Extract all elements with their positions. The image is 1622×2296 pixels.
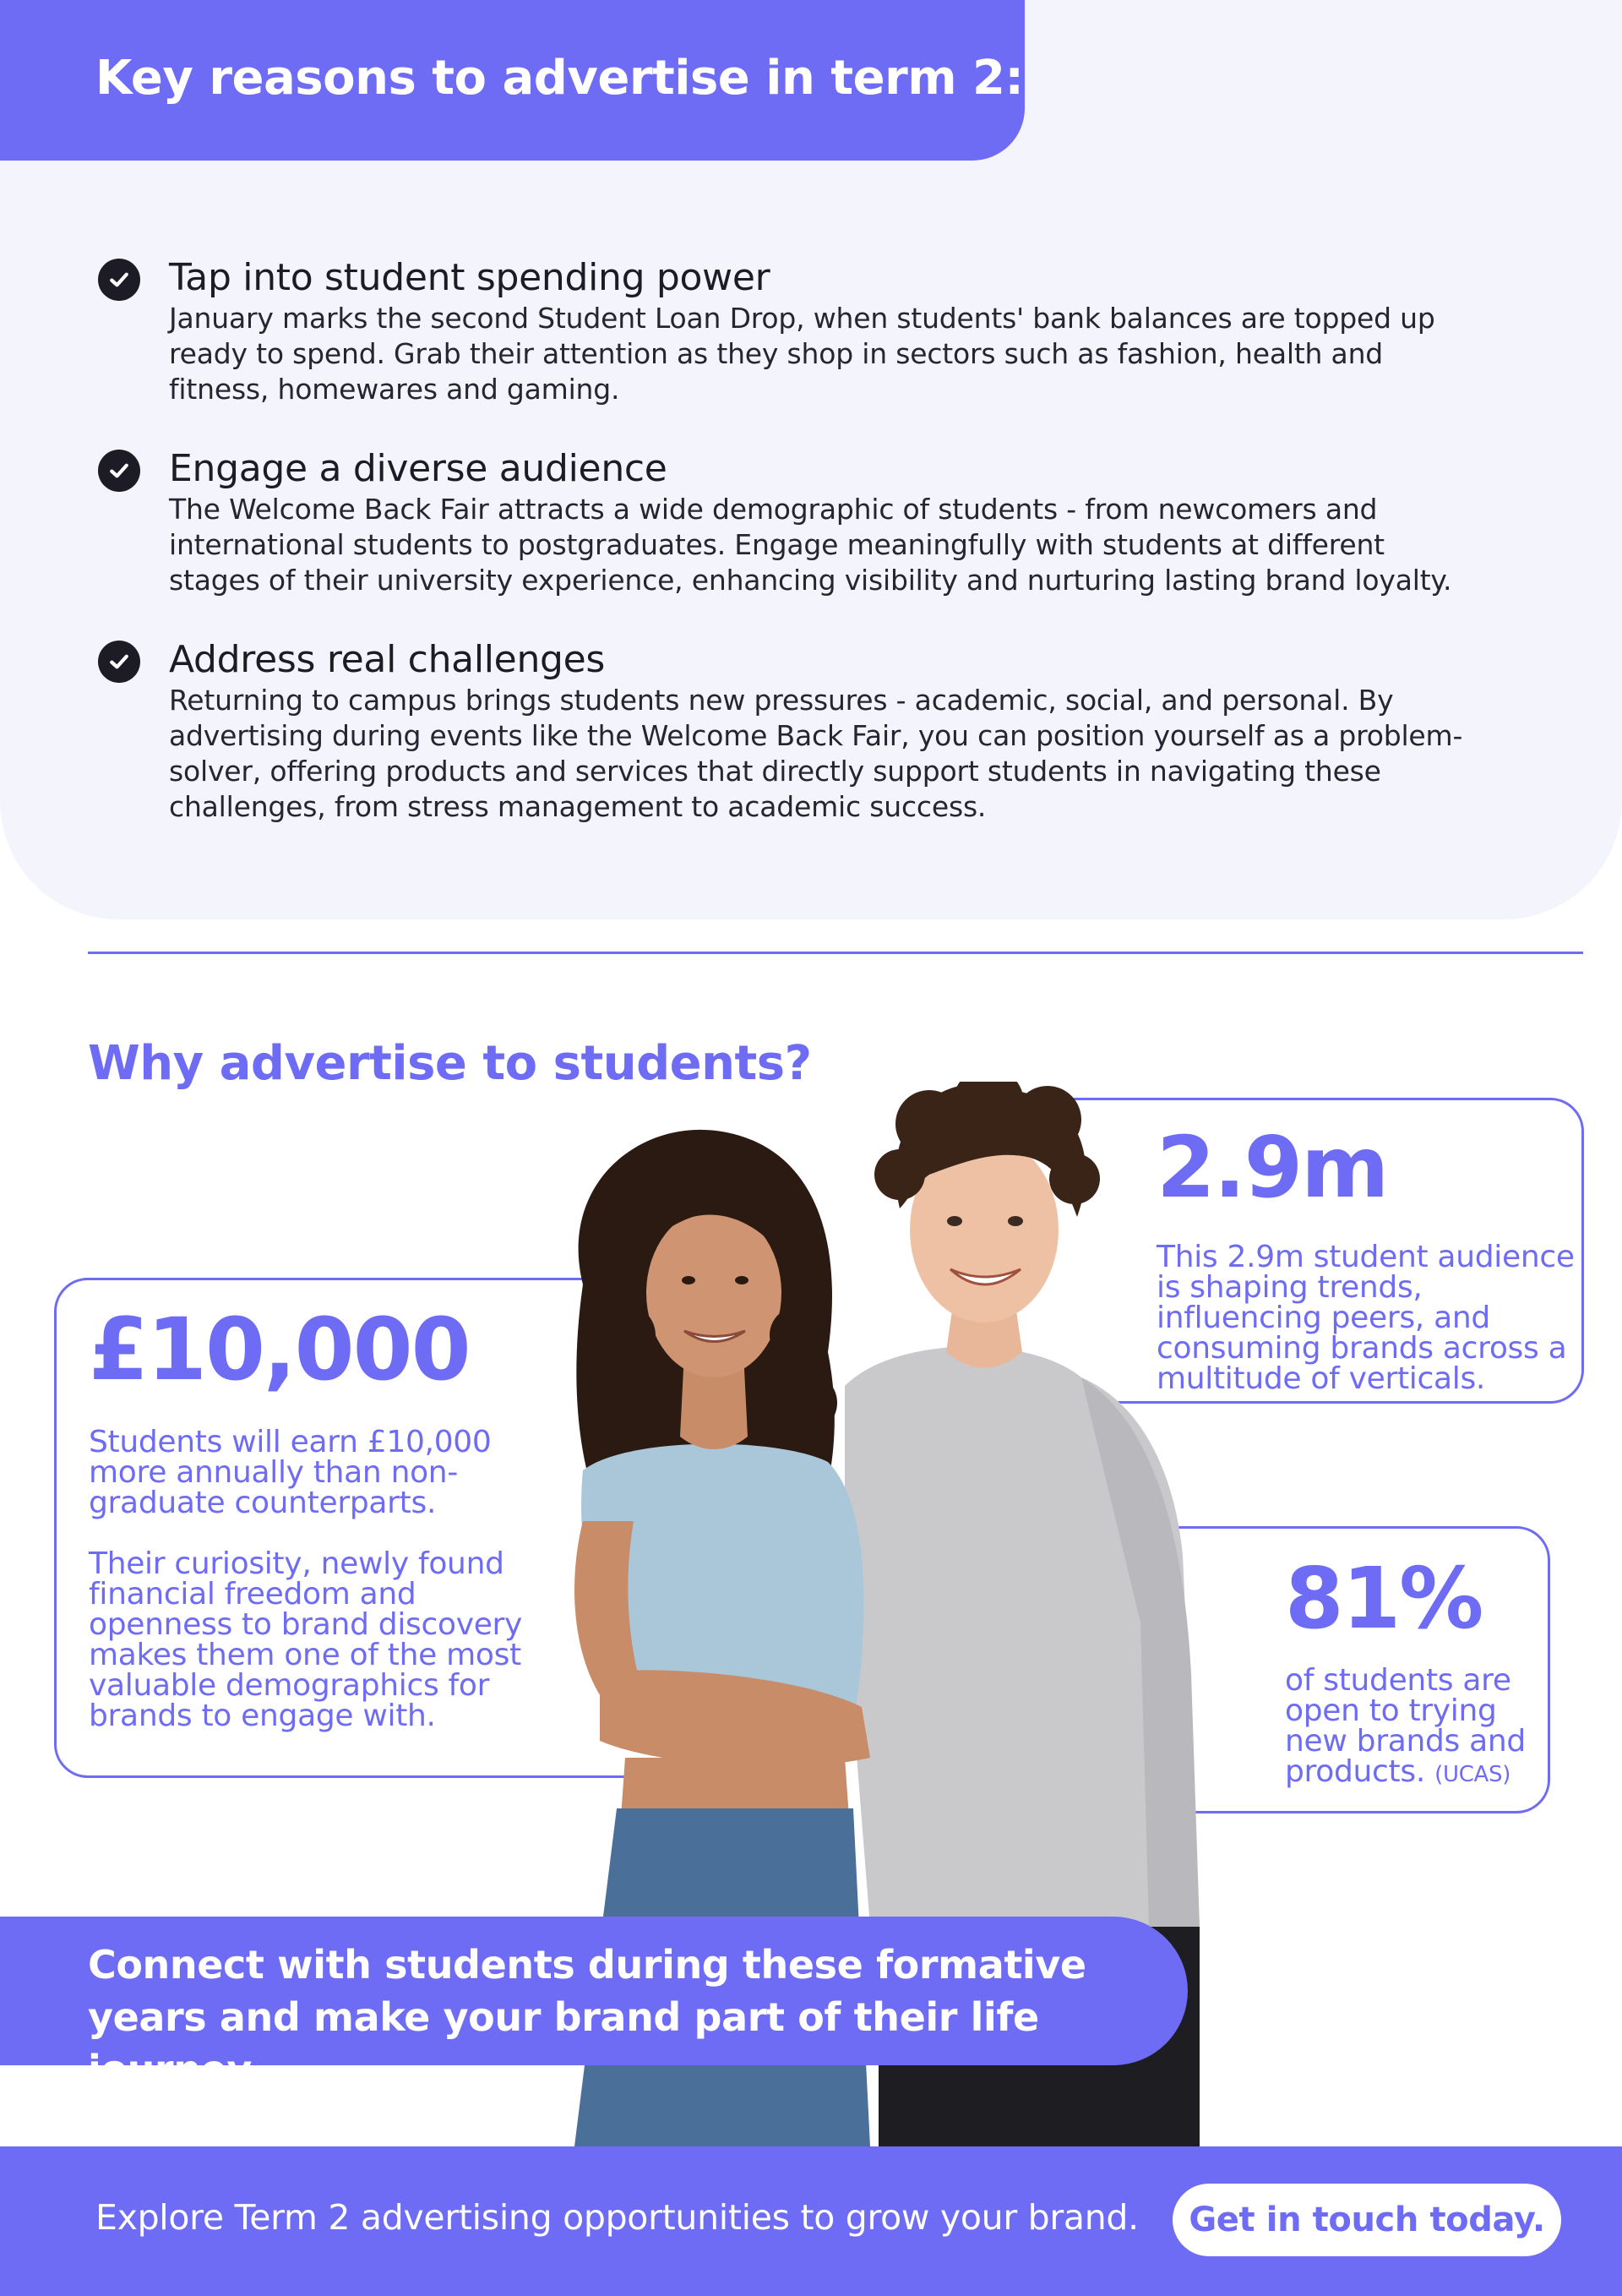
stat-value: £10,000 [89,1300,470,1400]
page-title: Key reasons to advertise in term 2: [95,50,1024,106]
stat-description-extra: Their curiosity, newly found financial freedom and openness to brand discovery makes them one of the most valuable demographics for brands to engage with. [89,1546,523,1733]
footer [0,2146,1622,2296]
reason-title: Engage a diverse audience [169,447,667,490]
get-in-touch-button[interactable]: Get in touch today. [1173,2184,1561,2256]
stat-description [1285,1663,1538,1790]
check-circle-icon [98,259,140,301]
reason-item [98,255,1467,407]
stat-source: (UCAS) [1434,1762,1511,1787]
connect-banner [0,1917,1188,2092]
section-title: Why advertise to students? [88,1036,812,1091]
stat-value: 2.9m [1157,1118,1388,1217]
stat-description: Students will earn £10,000 more annually than non-graduate counterparts. [89,1425,492,1520]
stat-description-text: of students are open to trying new brands and products. [1285,1663,1526,1789]
reason-body: Returning to campus brings students new pressures - academic, social, and personal. By advertising during events like the Welcome Back Fair, you can position yourself as a problem-solver, offering products and services that directly support students in navigating these challenges, from stress management to academic success. [169,684,1463,823]
check-circle-icon [98,450,140,492]
stat-value: 81% [1285,1549,1483,1648]
stat-description: This 2.9m student audience is shaping trends, influencing peers, and consuming brands across a multitude of verticals. [1157,1240,1575,1396]
header-tab [0,0,1025,161]
reason-body: The Welcome Back Fair attracts a wide demographic of students - from newcomers and international students to postgraduates. Engage meaningfully with students at different stages of their university experience, enhancing visibility and nurturing lasting brand loyalty. [169,493,1452,597]
footer-text: Explore Term 2 advertising opportunities to grow your brand. [95,2197,1139,2238]
reason-title: Address real challenges [169,638,606,681]
banner-text: Connect with students during these formative years and make your brand part of their life journey. [88,1942,1086,2092]
check-circle-icon [98,641,140,683]
reason-item [98,446,1467,598]
reason-title: Tap into student spending power [169,256,770,299]
reason-item [98,637,1467,825]
reason-body: January marks the second Student Loan Drop, when students' bank balances are topped up ready to spend. Grab their attention as they shop in sectors such as fashion, health and fitness, homewares and gaming. [169,302,1435,406]
section-divider [88,952,1583,954]
